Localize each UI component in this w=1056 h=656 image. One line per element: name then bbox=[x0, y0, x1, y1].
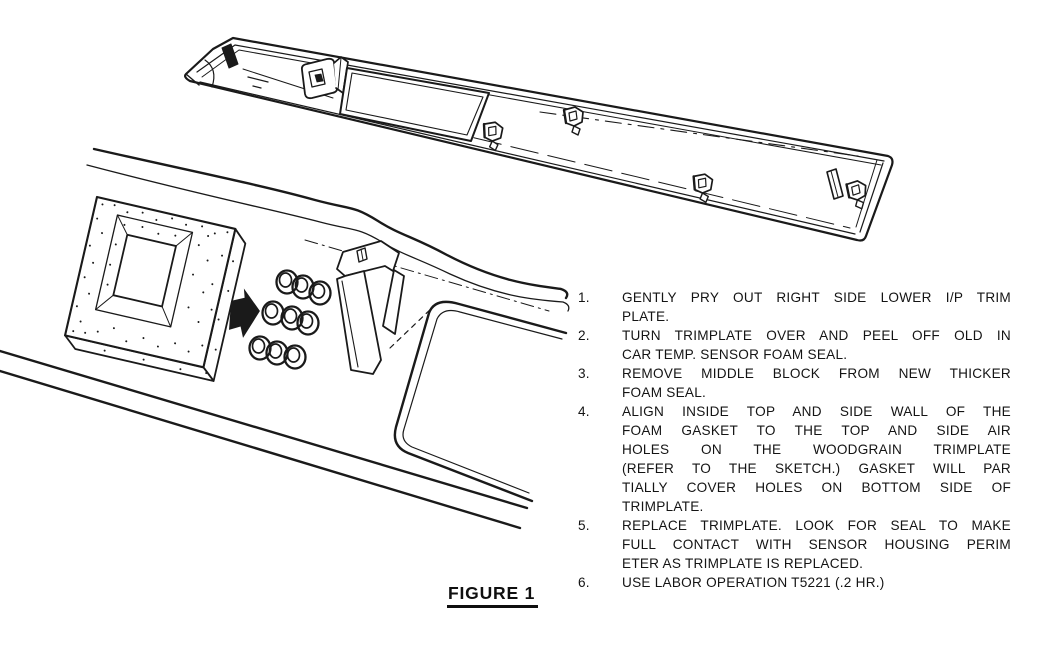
instruction-line: REPLACE TRIMPLATE. LOOK FOR SEAL TO MAKE bbox=[622, 518, 1011, 533]
instruction-line: FOAM GASKET TO THE TOP AND SIDE AIR bbox=[622, 423, 1011, 438]
trimplate-opening bbox=[340, 68, 489, 141]
instruction-line: TIALLY COVER HOLES ON BOTTOM SIDE OF bbox=[622, 480, 1011, 495]
item-number: 5. bbox=[578, 518, 590, 533]
instruction-item bbox=[578, 402, 1011, 516]
instruction-item bbox=[578, 288, 1011, 326]
instruction-line: TURN TRIMPLATE OVER AND PEEL OFF OLD IN bbox=[622, 328, 1011, 343]
instruction-line: USE LABOR OPERATION T5221 (.2 HR.) bbox=[622, 575, 885, 590]
instruction-line: TRIMPLATE. bbox=[622, 499, 704, 514]
instruction-line: ETER AS TRIMPLATE IS REPLACED. bbox=[622, 556, 864, 571]
foam-gasket bbox=[63, 197, 248, 381]
item-number: 4. bbox=[578, 404, 590, 419]
item-number: 1. bbox=[578, 290, 590, 305]
figure-label: FIGURE 1 bbox=[447, 583, 538, 608]
air-holes bbox=[250, 271, 331, 369]
instruction-line: FOAM SEAL. bbox=[622, 385, 707, 400]
panel-bottom-edge bbox=[0, 371, 520, 528]
instruction-line: ALIGN INSIDE TOP AND SIDE WALL OF THE bbox=[622, 404, 1011, 419]
instruction-line: HOLES ON THE WOODGRAIN TRIMPLATE bbox=[622, 442, 1011, 457]
item-number: 3. bbox=[578, 366, 590, 381]
instruction-line: CAR TEMP. SENSOR FOAM SEAL. bbox=[622, 347, 848, 362]
panel-bottom-edge bbox=[0, 351, 527, 508]
instruction-item bbox=[578, 364, 1011, 402]
trimplate-rear-view-drawing bbox=[185, 38, 892, 241]
item-number: 2. bbox=[578, 328, 590, 343]
instruction-list bbox=[578, 288, 1011, 592]
instruction-line: FULL CONTACT WITH SENSOR HOUSING PERIM bbox=[622, 537, 1011, 552]
instruction-line: (REFER TO THE SKETCH.) GASKET WILL PAR bbox=[622, 461, 1011, 476]
sensor-mount-block bbox=[302, 57, 348, 98]
instruction-item bbox=[578, 326, 1011, 364]
instruction-line: GENTLY PRY OUT RIGHT SIDE LOWER I/P TRIM bbox=[622, 290, 1011, 305]
instruction-line: REMOVE MIDDLE BLOCK FROM NEW THICKER bbox=[622, 366, 1011, 381]
instruction-item bbox=[578, 516, 1011, 573]
item-number: 6. bbox=[578, 575, 590, 590]
hvac-opening-outline bbox=[395, 302, 566, 501]
instruction-item bbox=[578, 573, 1011, 592]
instruction-line: PLATE. bbox=[622, 309, 670, 324]
trimplate-outline bbox=[185, 38, 892, 241]
instrument-panel-drawing bbox=[0, 149, 569, 528]
